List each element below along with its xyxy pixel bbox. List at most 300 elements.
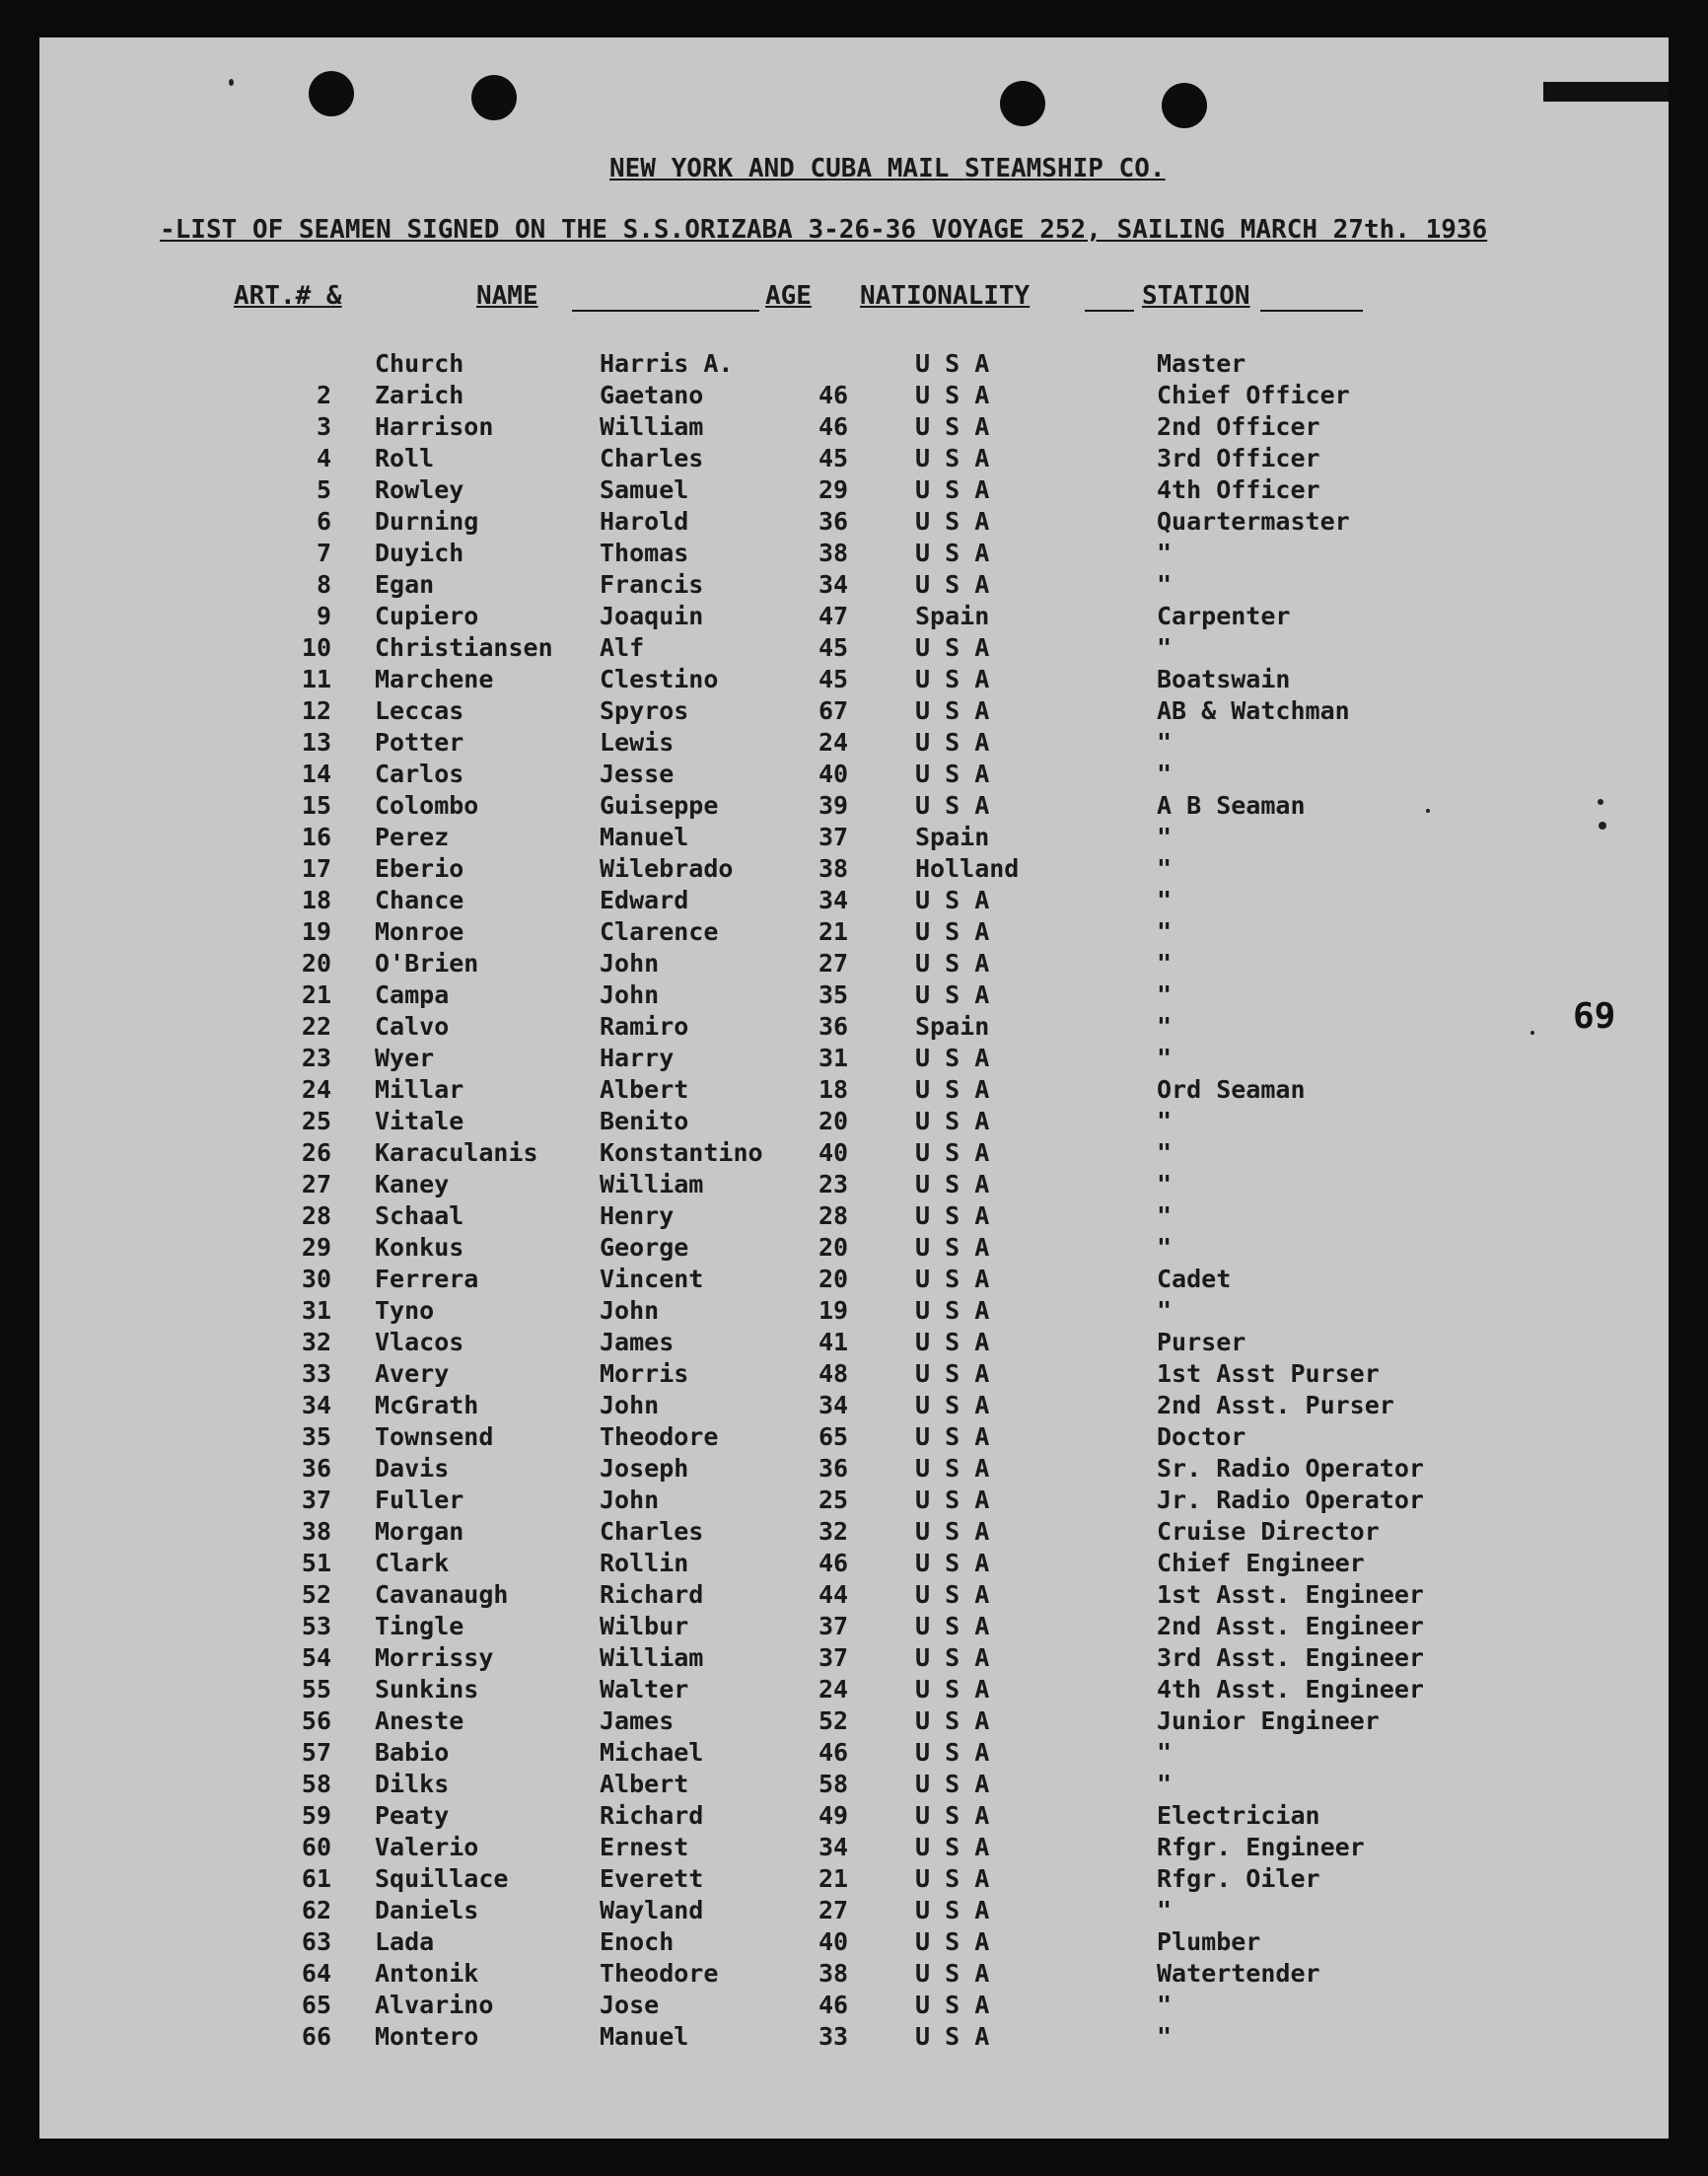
col-header-art: ART.# &	[234, 281, 342, 311]
row-given-name: Gaetano	[600, 381, 704, 409]
row-station: Rfgr. Oiler	[1157, 1864, 1320, 1893]
row-row-number: 17	[301, 854, 331, 883]
row-surname: Durning	[375, 507, 479, 536]
row-nationality: U S A	[915, 1044, 990, 1072]
row-age: 46	[818, 412, 849, 441]
row-nationality: U S A	[915, 570, 990, 599]
table-row	[39, 1295, 1669, 1327]
row-row-number: 2	[316, 381, 331, 409]
row-given-name: George	[600, 1233, 689, 1262]
row-nationality: U S A	[915, 1422, 990, 1451]
row-nationality: Spain	[915, 1012, 990, 1041]
row-given-name: Everett	[600, 1864, 704, 1893]
row-age: 58	[818, 1770, 849, 1798]
row-surname: Chance	[375, 886, 464, 914]
row-row-number: 6	[316, 507, 331, 536]
row-row-number: 34	[301, 1391, 331, 1419]
col-header-age: AGE	[765, 281, 812, 311]
row-station: "	[1157, 886, 1173, 914]
row-station: "	[1157, 917, 1173, 946]
row-age: 52	[818, 1706, 849, 1735]
row-surname: Vlacos	[375, 1328, 464, 1356]
row-age: 21	[818, 1864, 849, 1893]
row-station: 2nd Asst. Engineer	[1157, 1612, 1424, 1640]
row-age: 24	[818, 1675, 849, 1704]
row-row-number: 16	[301, 823, 331, 851]
row-age: 37	[818, 1612, 849, 1640]
row-nationality: U S A	[915, 696, 990, 725]
row-station: "	[1157, 949, 1173, 978]
row-station: Cadet	[1157, 1265, 1232, 1293]
row-station: "	[1157, 1738, 1173, 1767]
row-surname: Cavanaugh	[375, 1580, 509, 1609]
row-row-number: 52	[301, 1580, 331, 1609]
row-row-number: 25	[301, 1107, 331, 1135]
row-row-number: 11	[301, 665, 331, 693]
row-surname: Avery	[375, 1359, 450, 1388]
table-row	[39, 1169, 1669, 1200]
row-row-number: 54	[301, 1643, 331, 1672]
row-surname: Colombo	[375, 791, 479, 820]
row-given-name: Alf	[600, 633, 645, 662]
row-given-name: Richard	[600, 1580, 704, 1609]
row-surname: Marchene	[375, 665, 494, 693]
row-age: 33	[818, 2022, 849, 2051]
row-age: 49	[818, 1801, 849, 1830]
row-nationality: U S A	[915, 728, 990, 757]
table-row	[39, 1043, 1669, 1074]
tape-mark	[1543, 82, 1669, 102]
row-nationality: U S A	[915, 1738, 990, 1767]
row-station: "	[1157, 728, 1173, 757]
table-row	[39, 1390, 1669, 1421]
row-age: 31	[818, 1044, 849, 1072]
row-age: 67	[818, 696, 849, 725]
row-nationality: U S A	[915, 1265, 990, 1293]
row-station: Watertender	[1157, 1959, 1320, 1988]
table-row	[39, 948, 1669, 979]
row-age: 36	[818, 1012, 849, 1041]
row-row-number: 24	[301, 1075, 331, 1104]
row-nationality: U S A	[915, 1233, 990, 1262]
row-nationality: U S A	[915, 633, 990, 662]
table-row	[39, 1074, 1669, 1106]
table-row	[39, 1769, 1669, 1800]
row-nationality: U S A	[915, 1107, 990, 1135]
row-nationality: U S A	[915, 1675, 990, 1704]
row-age: 18	[818, 1075, 849, 1104]
row-age: 24	[818, 728, 849, 757]
row-age: 20	[818, 1233, 849, 1262]
table-row	[39, 885, 1669, 916]
row-given-name: William	[600, 412, 704, 441]
row-surname: Karaculanis	[375, 1138, 538, 1167]
row-station: "	[1157, 980, 1173, 1009]
row-nationality: U S A	[915, 1927, 990, 1956]
row-station: Chief Engineer	[1157, 1549, 1365, 1577]
row-row-number: 22	[301, 1012, 331, 1041]
row-row-number: 27	[301, 1170, 331, 1198]
row-nationality: U S A	[915, 1170, 990, 1198]
row-given-name: Wilebrado	[600, 854, 734, 883]
row-nationality: U S A	[915, 760, 990, 788]
row-surname: Clark	[375, 1549, 450, 1577]
table-row	[39, 474, 1669, 506]
row-surname: McGrath	[375, 1391, 479, 1419]
row-surname: Peaty	[375, 1801, 450, 1830]
row-surname: Aneste	[375, 1706, 464, 1735]
table-row	[39, 1011, 1669, 1043]
row-nationality: U S A	[915, 1391, 990, 1419]
row-row-number: 28	[301, 1201, 331, 1230]
row-nationality: U S A	[915, 349, 990, 378]
row-station: "	[1157, 854, 1173, 883]
table-row	[39, 1579, 1669, 1611]
row-given-name: Enoch	[600, 1927, 675, 1956]
table-row	[39, 979, 1669, 1011]
row-surname: Perez	[375, 823, 450, 851]
table-row	[39, 1895, 1669, 1926]
row-row-number: 4	[316, 444, 331, 472]
row-surname: Tingle	[375, 1612, 464, 1640]
table-row	[39, 1358, 1669, 1390]
table-row	[39, 664, 1669, 695]
speck	[1426, 809, 1430, 813]
row-surname: Calvo	[375, 1012, 450, 1041]
row-row-number: 3	[316, 412, 331, 441]
row-surname: Fuller	[375, 1486, 464, 1514]
row-row-number: 57	[301, 1738, 331, 1767]
row-surname: Babio	[375, 1738, 450, 1767]
row-station: "	[1157, 1012, 1173, 1041]
row-given-name: Theodore	[600, 1422, 719, 1451]
table-row	[39, 1705, 1669, 1737]
row-age: 27	[818, 1896, 849, 1924]
row-age: 29	[818, 475, 849, 504]
row-given-name: John	[600, 1391, 660, 1419]
row-age: 21	[818, 917, 849, 946]
row-age: 47	[818, 602, 849, 630]
table-row	[39, 538, 1669, 569]
row-station: Rfgr. Engineer	[1157, 1833, 1365, 1861]
header-rule	[572, 310, 759, 312]
row-given-name: Walter	[600, 1675, 689, 1704]
row-surname: Valerio	[375, 1833, 479, 1861]
row-surname: Church	[375, 349, 464, 378]
row-surname: Vitale	[375, 1107, 464, 1135]
row-station: "	[1157, 1296, 1173, 1325]
row-age: 34	[818, 886, 849, 914]
margin-page-number: 69	[1573, 996, 1616, 1037]
row-row-number: 5	[316, 475, 331, 504]
table-row	[39, 1232, 1669, 1264]
row-row-number: 26	[301, 1138, 331, 1167]
row-station: 1st Asst Purser	[1157, 1359, 1380, 1388]
row-station: "	[1157, 1770, 1173, 1798]
row-row-number: 38	[301, 1517, 331, 1546]
row-age: 32	[818, 1517, 849, 1546]
row-nationality: U S A	[915, 1296, 990, 1325]
row-station: 3rd Officer	[1157, 444, 1320, 472]
row-nationality: U S A	[915, 1770, 990, 1798]
row-given-name: Clarence	[600, 917, 719, 946]
row-surname: Rowley	[375, 475, 464, 504]
row-age: 41	[818, 1328, 849, 1356]
row-row-number: 60	[301, 1833, 331, 1861]
row-station: Junior Engineer	[1157, 1706, 1380, 1735]
table-row	[39, 853, 1669, 885]
row-station: Chief Officer	[1157, 381, 1350, 409]
row-given-name: Jose	[600, 1991, 660, 2019]
row-given-name: Harold	[600, 507, 689, 536]
row-given-name: John	[600, 1486, 660, 1514]
table-row	[39, 1453, 1669, 1485]
table-row	[39, 1106, 1669, 1137]
row-nationality: U S A	[915, 1991, 990, 2019]
row-station: A B Seaman	[1157, 791, 1306, 820]
table-row	[39, 348, 1669, 380]
row-station: "	[1157, 633, 1173, 662]
table-row	[39, 916, 1669, 948]
row-surname: Squillace	[375, 1864, 509, 1893]
row-row-number: 19	[301, 917, 331, 946]
table-row	[39, 1832, 1669, 1863]
row-surname: Ferrera	[375, 1265, 479, 1293]
row-nationality: U S A	[915, 917, 990, 946]
speck	[229, 79, 234, 86]
row-age: 40	[818, 1138, 849, 1167]
row-row-number: 20	[301, 949, 331, 978]
row-surname: Eberio	[375, 854, 464, 883]
row-age: 20	[818, 1265, 849, 1293]
table-row	[39, 1674, 1669, 1705]
table-row	[39, 506, 1669, 538]
row-age: 39	[818, 791, 849, 820]
row-row-number: 9	[316, 602, 331, 630]
table-row	[39, 695, 1669, 727]
table-row	[39, 1737, 1669, 1769]
table-row	[39, 1863, 1669, 1895]
row-row-number: 64	[301, 1959, 331, 1988]
punch-hole	[471, 75, 517, 120]
row-row-number: 7	[316, 539, 331, 567]
row-station: "	[1157, 1107, 1173, 1135]
row-nationality: U S A	[915, 1201, 990, 1230]
table-row	[39, 727, 1669, 759]
col-header-name: NAME	[476, 281, 538, 311]
table-row	[39, 411, 1669, 443]
row-surname: Cupiero	[375, 602, 479, 630]
row-station: Cruise Director	[1157, 1517, 1380, 1546]
row-row-number: 66	[301, 2022, 331, 2051]
row-given-name: Albert	[600, 1770, 689, 1798]
row-station: Ord Seaman	[1157, 1075, 1306, 1104]
row-nationality: Spain	[915, 602, 990, 630]
row-row-number: 37	[301, 1486, 331, 1514]
row-row-number: 63	[301, 1927, 331, 1956]
row-nationality: U S A	[915, 1864, 990, 1893]
row-surname: Kaney	[375, 1170, 450, 1198]
table-row	[39, 1926, 1669, 1958]
row-age: 20	[818, 1107, 849, 1135]
row-station: 3rd Asst. Engineer	[1157, 1643, 1424, 1672]
row-station: Sr. Radio Operator	[1157, 1454, 1424, 1483]
row-age: 44	[818, 1580, 849, 1609]
row-surname: Wyer	[375, 1044, 435, 1072]
row-given-name: Theodore	[600, 1959, 719, 1988]
row-surname: Davis	[375, 1454, 450, 1483]
row-nationality: U S A	[915, 949, 990, 978]
row-given-name: Joseph	[600, 1454, 689, 1483]
row-row-number: 65	[301, 1991, 331, 2019]
row-nationality: U S A	[915, 1706, 990, 1735]
row-nationality: U S A	[915, 1580, 990, 1609]
table-row	[39, 601, 1669, 632]
row-given-name: Spyros	[600, 696, 689, 725]
row-age: 34	[818, 570, 849, 599]
row-surname: Antonik	[375, 1959, 479, 1988]
col-header-nationality: NATIONALITY	[860, 281, 1031, 311]
row-surname: Egan	[375, 570, 435, 599]
row-station: 2nd Asst. Purser	[1157, 1391, 1394, 1419]
row-station: "	[1157, 1170, 1173, 1198]
row-station: Boatswain	[1157, 665, 1291, 693]
row-given-name: Vincent	[600, 1265, 704, 1293]
table-row	[39, 1421, 1669, 1453]
row-nationality: U S A	[915, 1833, 990, 1861]
table-row	[39, 1516, 1669, 1548]
row-station: Jr. Radio Operator	[1157, 1486, 1424, 1514]
row-station: Carpenter	[1157, 602, 1291, 630]
table-row	[39, 1958, 1669, 1990]
row-nationality: U S A	[915, 1454, 990, 1483]
row-surname: Zarich	[375, 381, 464, 409]
row-nationality: U S A	[915, 1801, 990, 1830]
row-nationality: U S A	[915, 791, 990, 820]
row-nationality: U S A	[915, 444, 990, 472]
row-station: "	[1157, 823, 1173, 851]
row-row-number: 56	[301, 1706, 331, 1735]
row-nationality: U S A	[915, 665, 990, 693]
row-given-name: Richard	[600, 1801, 704, 1830]
row-given-name: Harry	[600, 1044, 675, 1072]
row-station: 4th Officer	[1157, 475, 1320, 504]
table-row	[39, 1264, 1669, 1295]
row-row-number: 53	[301, 1612, 331, 1640]
row-given-name: Edward	[600, 886, 689, 914]
row-row-number: 8	[316, 570, 331, 599]
row-surname: Duyich	[375, 539, 464, 567]
row-age: 46	[818, 1549, 849, 1577]
row-age: 46	[818, 1738, 849, 1767]
row-given-name: Albert	[600, 1075, 689, 1104]
row-station: Electrician	[1157, 1801, 1320, 1830]
row-surname: Dilks	[375, 1770, 450, 1798]
row-surname: Alvarino	[375, 1991, 494, 2019]
row-age: 34	[818, 1833, 849, 1861]
row-given-name: William	[600, 1643, 704, 1672]
row-station: Purser	[1157, 1328, 1246, 1356]
row-row-number: 59	[301, 1801, 331, 1830]
row-given-name: John	[600, 1296, 660, 1325]
row-station: AB & Watchman	[1157, 696, 1350, 725]
row-station: 2nd Officer	[1157, 412, 1320, 441]
row-given-name: Wayland	[600, 1896, 704, 1924]
row-nationality: U S A	[915, 475, 990, 504]
table-row	[39, 2021, 1669, 2053]
row-row-number: 51	[301, 1549, 331, 1577]
row-given-name: Charles	[600, 444, 704, 472]
table-row	[39, 1548, 1669, 1579]
row-surname: Tyno	[375, 1296, 435, 1325]
row-row-number: 33	[301, 1359, 331, 1388]
table-row	[39, 1137, 1669, 1169]
row-given-name: Henry	[600, 1201, 675, 1230]
row-station: "	[1157, 1233, 1173, 1262]
row-age: 25	[818, 1486, 849, 1514]
row-surname: Christiansen	[375, 633, 553, 662]
row-given-name: Samuel	[600, 475, 689, 504]
row-surname: Leccas	[375, 696, 464, 725]
row-row-number: 23	[301, 1044, 331, 1072]
row-row-number: 14	[301, 760, 331, 788]
table-row	[39, 1327, 1669, 1358]
row-given-name: Joaquin	[600, 602, 704, 630]
row-given-name: Ernest	[600, 1833, 689, 1861]
row-given-name: James	[600, 1706, 675, 1735]
table-row	[39, 1800, 1669, 1832]
row-age: 45	[818, 633, 849, 662]
row-station: Doctor	[1157, 1422, 1246, 1451]
row-surname: Potter	[375, 728, 464, 757]
speck	[1599, 822, 1606, 830]
row-given-name: Thomas	[600, 539, 689, 567]
document-page	[39, 37, 1669, 2139]
row-nationality: U S A	[915, 980, 990, 1009]
row-surname: Montero	[375, 2022, 479, 2051]
row-station: "	[1157, 1991, 1173, 2019]
row-age: 45	[818, 444, 849, 472]
table-row	[39, 822, 1669, 853]
row-nationality: U S A	[915, 1517, 990, 1546]
row-age: 38	[818, 539, 849, 567]
row-row-number: 30	[301, 1265, 331, 1293]
row-age: 40	[818, 1927, 849, 1956]
row-given-name: Michael	[600, 1738, 704, 1767]
row-given-name: Benito	[600, 1107, 689, 1135]
row-age: 19	[818, 1296, 849, 1325]
row-age: 36	[818, 1454, 849, 1483]
row-nationality: U S A	[915, 1138, 990, 1167]
row-surname: Sunkins	[375, 1675, 479, 1704]
row-surname: Harrison	[375, 412, 494, 441]
row-row-number: 18	[301, 886, 331, 914]
row-age: 38	[818, 1959, 849, 1988]
punch-hole	[1000, 81, 1045, 126]
row-age: 35	[818, 980, 849, 1009]
row-given-name: William	[600, 1170, 704, 1198]
row-given-name: Rollin	[600, 1549, 689, 1577]
row-nationality: U S A	[915, 412, 990, 441]
row-row-number: 21	[301, 980, 331, 1009]
row-nationality: U S A	[915, 886, 990, 914]
row-nationality: U S A	[915, 1612, 990, 1640]
row-row-number: 36	[301, 1454, 331, 1483]
row-age: 46	[818, 381, 849, 409]
row-row-number: 58	[301, 1770, 331, 1798]
row-given-name: Manuel	[600, 2022, 689, 2051]
row-surname: O'Brien	[375, 949, 479, 978]
